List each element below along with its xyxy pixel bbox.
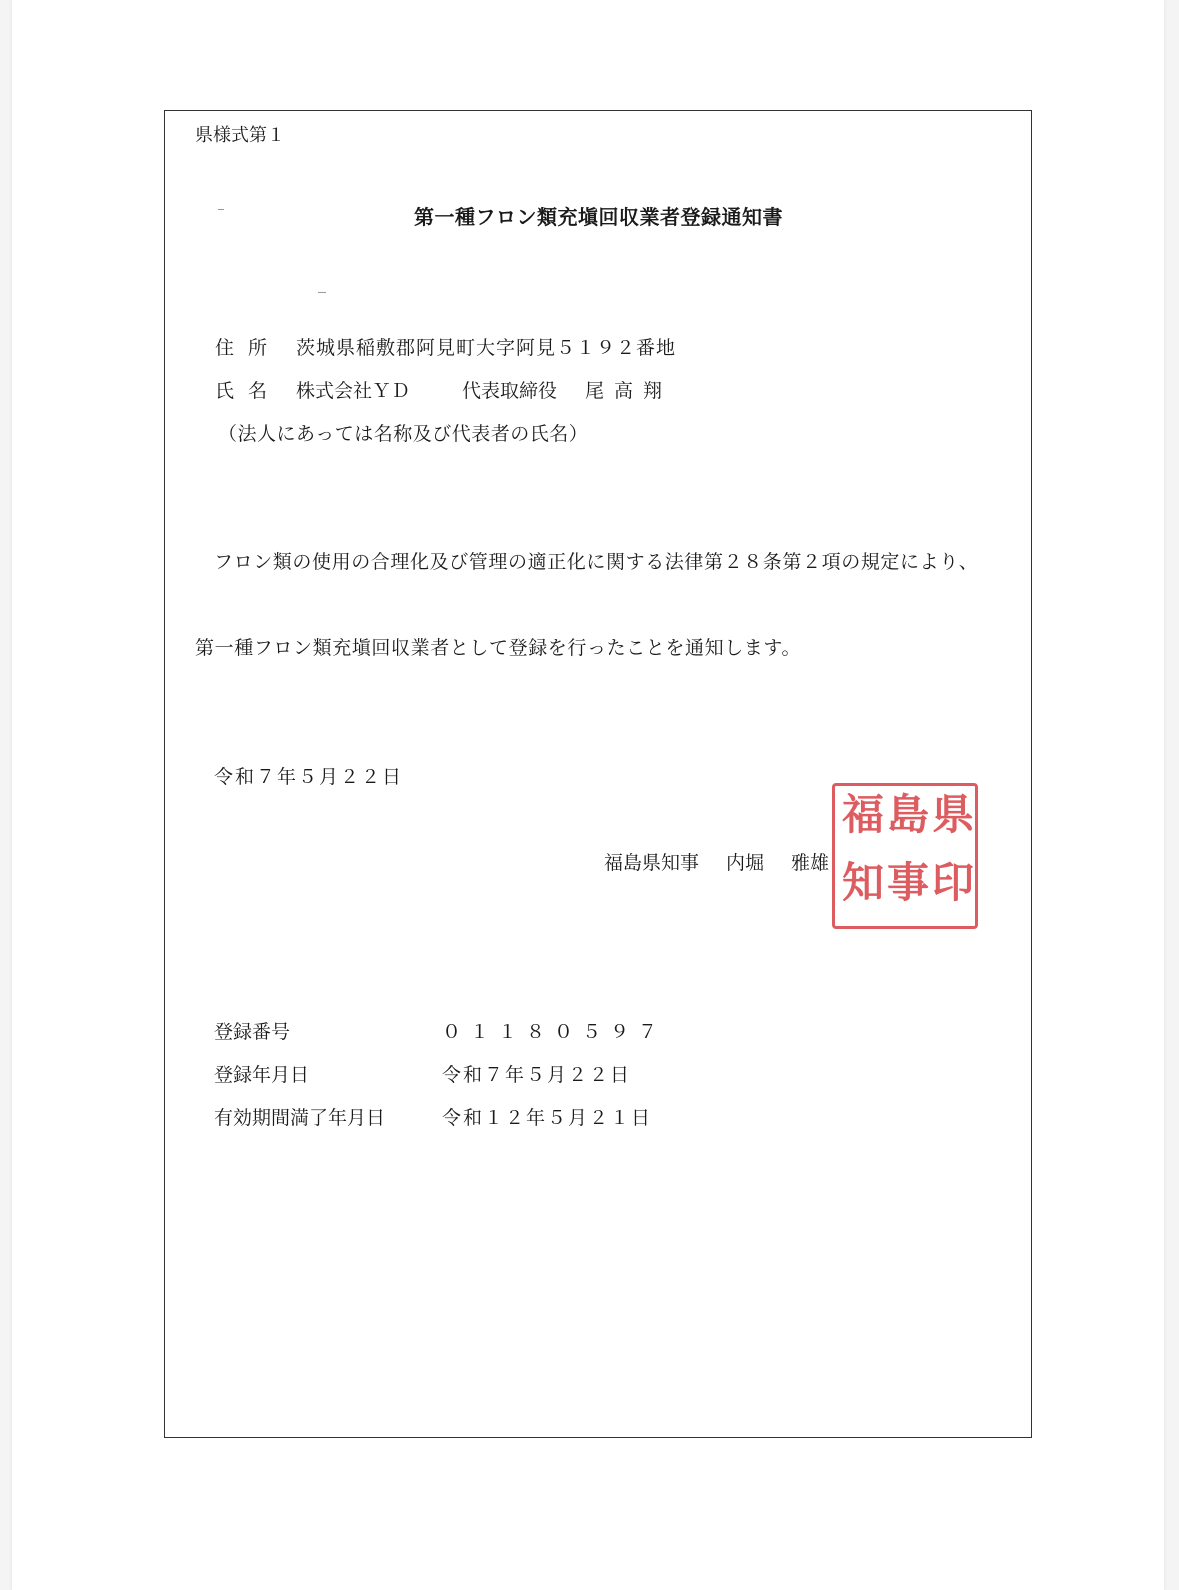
scan-speck: [318, 292, 326, 293]
expiry-date-value: 令和１２年５月２１日: [442, 1107, 653, 1129]
address-value: 茨城県稲敷郡阿見町大字阿見５１９２番地: [296, 337, 677, 359]
registration-number-value: ０１１８０５９７: [442, 1021, 667, 1043]
seal-char: 福: [841, 790, 884, 839]
form-number: 県様式第１: [195, 125, 285, 146]
scan-speck: [218, 209, 224, 210]
body-line-2: 第一種フロン類充塡回収業者として登録を行ったことを通知します。: [195, 637, 802, 659]
issuer-title: 福島県知事: [604, 852, 700, 874]
registration-date-label: 登録年月日: [214, 1064, 310, 1086]
seal-char: 知: [841, 858, 884, 907]
seal-char: 県: [931, 790, 974, 839]
document-title: 第一種フロン類充塡回収業者登録通知書: [414, 205, 783, 229]
body-line-1: フロン類の使用の合理化及び管理の適正化に関する法律第２８条第２項の規定により、: [214, 551, 979, 573]
name-note: （法人にあっては名称及び代表者の氏名）: [218, 423, 589, 445]
issue-date: 令和７年５月２２日: [214, 766, 404, 788]
name-label: 氏名: [215, 380, 282, 402]
registration-number-label: 登録番号: [214, 1021, 291, 1043]
governor-seal: [832, 783, 978, 929]
seal-char: 島: [886, 790, 929, 839]
seal-char: 印: [931, 858, 974, 907]
company-name: 株式会社ＹＤ: [296, 380, 411, 402]
registration-date-value: 令和７年５月２２日: [442, 1064, 632, 1086]
expiry-date-label: 有効期間満了年月日: [214, 1107, 386, 1129]
seal-char: 事: [886, 858, 929, 907]
issuer-surname: 内堀: [726, 852, 765, 874]
issuer-given-name: 雅雄: [791, 852, 830, 874]
representative-name: 尾高翔: [585, 380, 673, 402]
representative-title: 代表取締役: [462, 380, 558, 402]
address-label: 住所: [215, 337, 282, 359]
